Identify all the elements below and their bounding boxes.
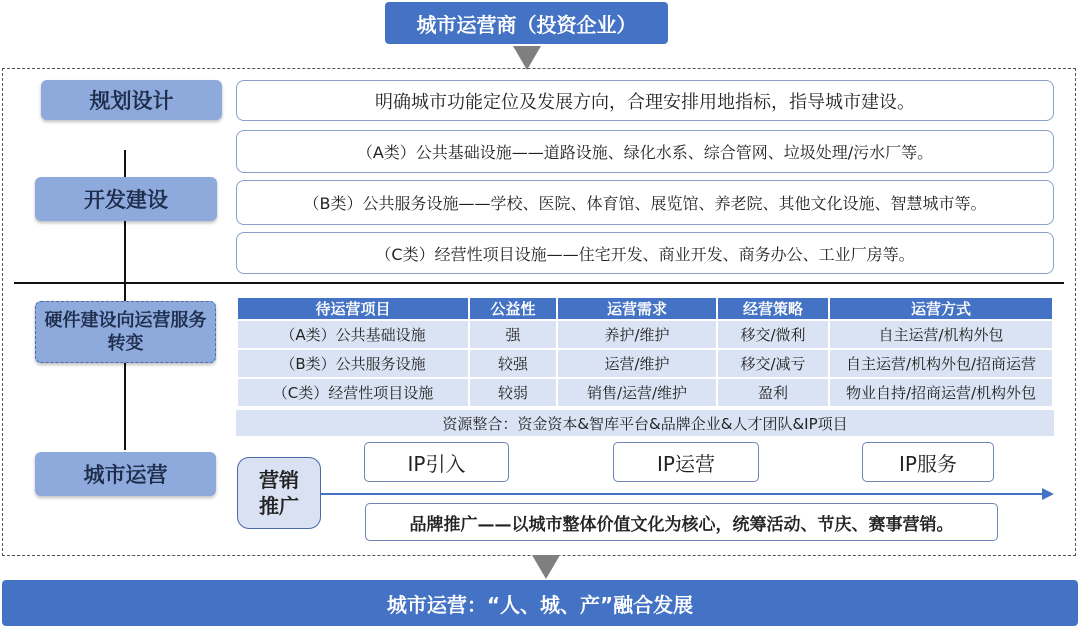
planning-box: [236, 80, 1054, 121]
table-row: [237, 378, 1053, 407]
operation-table: [236, 296, 1054, 408]
stage-hardware: [35, 301, 216, 363]
development-item-c: [236, 232, 1054, 274]
planning-text: 明确城市功能定位及发展方向，合理安排用地指标，指导城市建设。: [375, 91, 915, 113]
bottom-title-text: 城市运营：“人、城、产”融合发展: [386, 592, 694, 617]
arrow-right-icon: [1042, 488, 1054, 500]
table-cell: 移交/微利: [717, 320, 829, 349]
marketing-arrow-line: [320, 493, 1044, 495]
table-cell: 较弱: [469, 378, 557, 407]
table-cell: 移交/减亏: [717, 349, 829, 378]
table-cell: 养护/维护: [557, 320, 717, 349]
marketing-label-line1: 营销: [259, 468, 299, 492]
table-cell: （C类）经营性项目设施: [237, 378, 469, 407]
stage-operation-label: 城市运营: [83, 463, 168, 487]
ip-introduce-text: IP引入: [407, 451, 466, 476]
table-cell: 盈利: [717, 378, 829, 407]
brand-promotion-text: 品牌推广——以城市整体价值文化为核心，统筹活动、节庆、赛事营销。: [409, 514, 954, 535]
top-title-text: 城市运营商（投资企业）: [416, 12, 637, 37]
table-cell: 物业自持/招商运营/机构外包: [829, 378, 1053, 407]
table-row: [237, 320, 1053, 349]
table-cell: 运营/维护: [557, 349, 717, 378]
marketing-label-line2: 推广: [259, 494, 299, 518]
arrow-down-icon: [532, 555, 560, 579]
table-header: 运营方式: [829, 297, 1053, 320]
table-cell: 自主运营/机构外包/招商运营: [829, 349, 1053, 378]
development-item-a: [236, 130, 1054, 173]
table-cell: 较强: [469, 349, 557, 378]
stage-hardware-label: 硬件建设向运营服务转变: [44, 309, 207, 354]
table-header: 经营策略: [717, 297, 829, 320]
table-cell: 强: [469, 320, 557, 349]
stage-planning-label: 规划设计: [89, 89, 174, 113]
ip-introduce-box: [364, 442, 509, 482]
stage-development-label: 开发建设: [84, 188, 168, 212]
stage-planning: [41, 80, 222, 120]
section-divider: [14, 282, 1064, 284]
arrow-down-icon: [513, 46, 541, 70]
table-row: [237, 349, 1053, 378]
table-header: 待运营项目: [237, 297, 469, 320]
development-item-b: [236, 180, 1054, 225]
resource-integration-text: 资源整合：资金资本&智库平台&品牌企业&人才团队&IP项目: [442, 414, 848, 433]
bottom-title: [2, 580, 1078, 626]
table-header: 公益性: [469, 297, 557, 320]
top-title: [385, 2, 668, 44]
ip-service-box: [862, 442, 994, 482]
ip-operation-text: IP运营: [657, 451, 715, 476]
stage-operation: [35, 452, 216, 496]
table-cell: （B类）公共服务设施: [237, 349, 469, 378]
table-cell: 自主运营/机构外包: [829, 320, 1053, 349]
table-header-row: [237, 297, 1053, 320]
marketing-label-box: [237, 457, 321, 529]
resource-integration-row: [236, 410, 1054, 436]
development-item-c-text: （C类）经营性项目设施——住宅开发、商业开发、商务办公、工业厂房等。: [375, 244, 915, 264]
stage-development: [35, 177, 217, 221]
table-cell: 销售/运营/维护: [557, 378, 717, 407]
table-cell: （A类）公共基础设施: [237, 320, 469, 349]
development-item-a-text: （A类）公共基础设施——道路设施、绿化水系、综合管网、垃圾处理/污水厂等。: [356, 143, 934, 162]
development-item-b-text: （B类）公共服务设施——学校、医院、体育馆、展览馆、养老院、其他文化设施、智慧城市等。: [303, 194, 987, 213]
brand-promotion-box: [365, 503, 998, 541]
ip-operation-box: [613, 442, 759, 482]
ip-service-text: IP服务: [899, 451, 957, 476]
table-header: 运营需求: [557, 297, 717, 320]
